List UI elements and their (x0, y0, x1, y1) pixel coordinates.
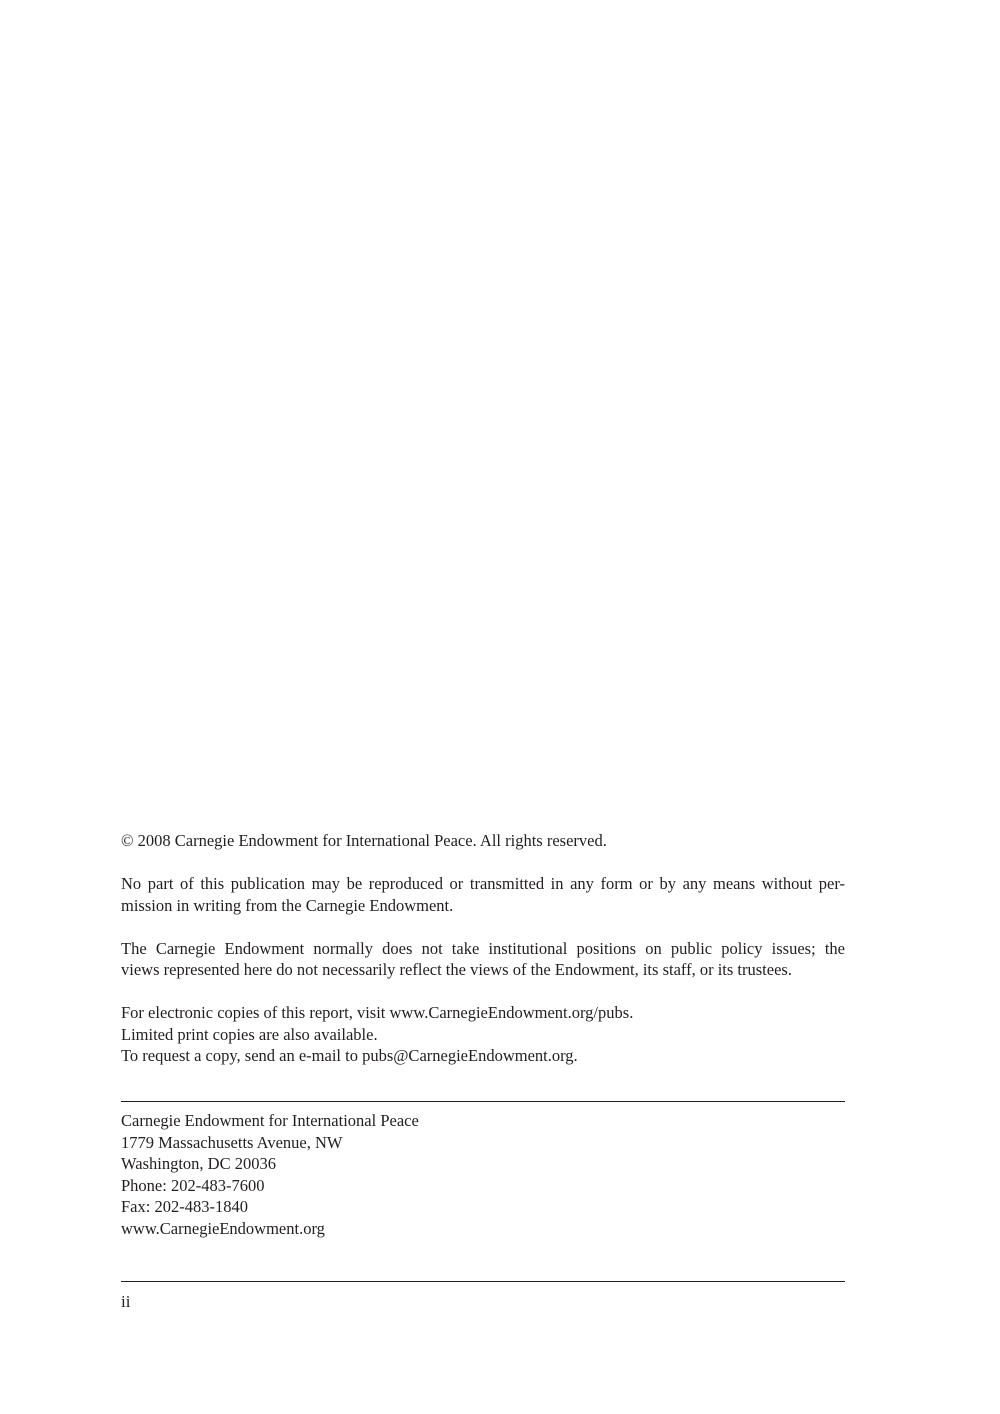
copies-line-2: Limited print copies are also available. (121, 1024, 378, 1044)
copies-notice (121, 1002, 845, 1067)
disclaimer-notice (121, 938, 845, 981)
copyright-text: © 2008 Carnegie Endowment for International Peace. All rights reserved. (121, 831, 607, 850)
bottom-divider (121, 1281, 845, 1282)
copies-line-3: To request a copy, send an e-mail to pubs@CarnegieEndowment.org. (121, 1046, 578, 1065)
rights-notice (121, 873, 845, 916)
address-org: Carnegie Endowment for International Peace (121, 1111, 419, 1130)
address-phone: Phone: 202-483-7600 (121, 1175, 265, 1195)
address-fax: Fax: 202-483-1840 (121, 1197, 248, 1216)
copyright-notice (121, 830, 845, 852)
address-block (121, 1110, 845, 1239)
copies-line-1: For electronic copies of this report, visit www.CarnegieEndowment.org/pubs. (121, 1003, 634, 1022)
copyright-block (121, 830, 845, 1088)
address-street: 1779 Massachusetts Avenue, NW (121, 1132, 343, 1152)
page-number: ii (121, 1292, 131, 1311)
disclaimer-line-1: The Carnegie Endowment normally does not take institutional positions on public policy issues; the (121, 938, 845, 958)
top-divider (121, 1101, 845, 1102)
rights-line-2: mission in writing from the Carnegie Endowment. (121, 895, 454, 915)
address-web: www.CarnegieEndowment.org (121, 1218, 325, 1238)
rights-line-1: No part of this publication may be reproduced or transmitted in any form or by any means without per- (121, 874, 845, 893)
disclaimer-line-2: views represented here do not necessarily reflect the views of the Endowment, its staff, or its trustees. (121, 960, 792, 979)
address-city: Washington, DC 20036 (121, 1154, 276, 1173)
